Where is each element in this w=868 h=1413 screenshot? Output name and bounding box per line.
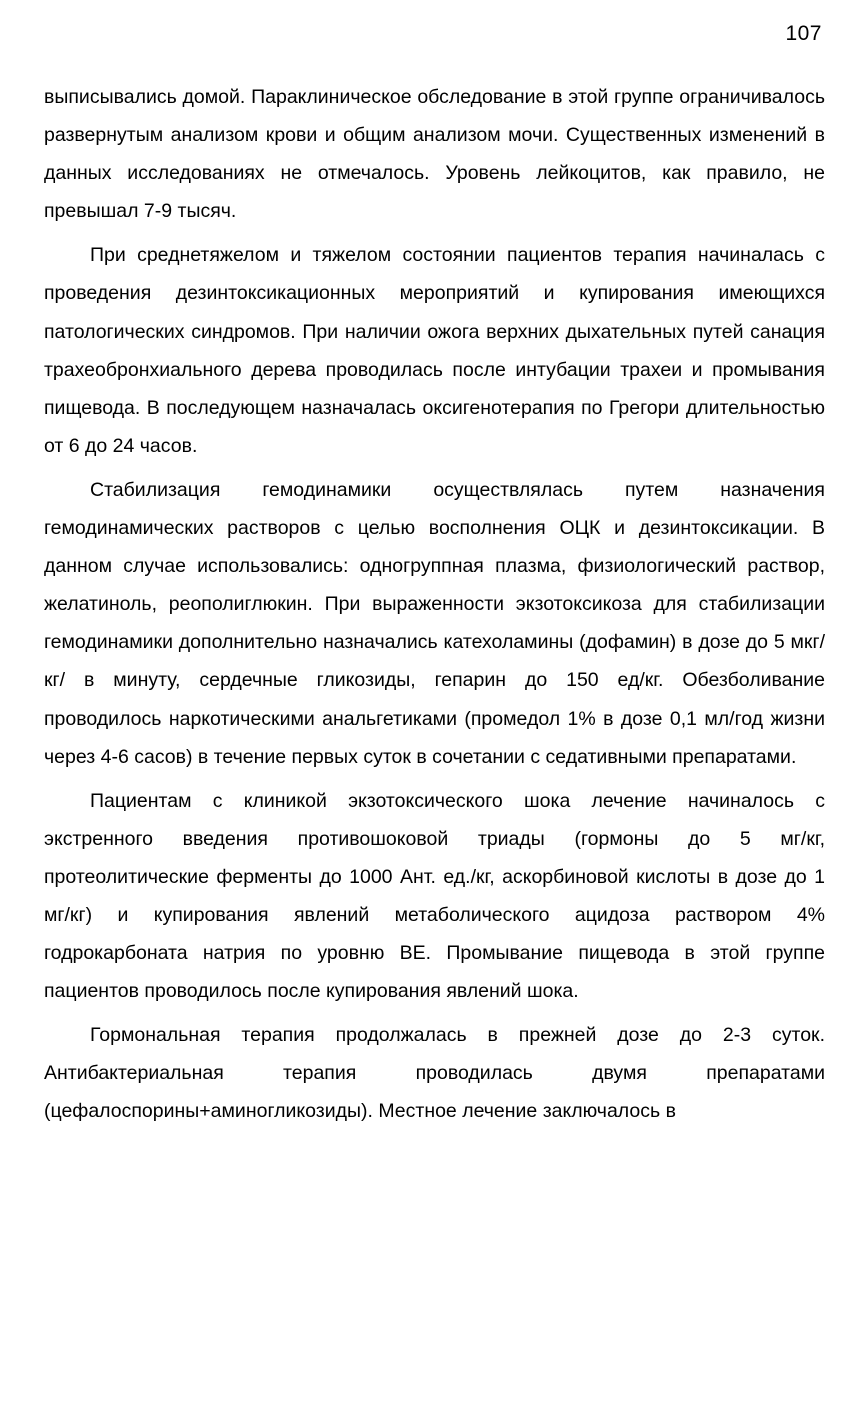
paragraph-continuation: выписывались домой. Параклиническое обследование в этой группе ограничивалось развернутым анализом крови и общим анализом мочи. Существенных изменений в данных исследованиях не отмечалось. Уровень лейкоцитов, как правило, не превышал 7-9 тысяч. <box>44 86 825 223</box>
paragraph-hormone-therapy: Гормональная терапия продолжалась в прежней дозе до 2-3 суток. Антибактериальная терапия проводилась двумя препаратами (цефалоспорины+аминогликозиды). Местное лечение заключалось в <box>44 1024 825 1123</box>
document-body <box>44 78 825 1137</box>
page-number: 107 <box>785 22 822 45</box>
paragraph-severe-condition-therapy: При среднетяжелом и тяжелом состоянии пациентов терапия начиналась с проведения дезинтоксикационных мероприятий и купирования имеющихся патологических синдромов. При наличии ожога верхних дыхательных путей санация трахеобронхиального дерева проводилась после интубации трахеи и промывания пищевода. В последующем назначалась оксигенотерапия по Грегори длительностью от 6 до 24 часов. <box>44 244 825 457</box>
paragraph-hemodynamics-stabilization: Стабилизация гемодинамики осуществлялась путем назначения гемодинамических растворов с целью восполнения ОЦК и дезинтоксикации. В данном случае использовались: одногруппная плазма, физиологический раствор, желатиноль, реополиглюкин. При выраженности экзотоксикоза для стабилизации гемодинамики дополнительно назначались катехоламины (дофамин) в дозе до 5 мкг/кг/ в минуту, сердечные гликозиды, гепарин до 150 ед/кг. Обезболивание проводилось наркотическими анальгетиками (промедол 1% в дозе 0,1 мл/год жизни через 4-6 сасов) в течение первых суток в сочетании с седативными препаратами. <box>44 478 825 768</box>
paragraph-exotoxic-shock-treatment: Пациентам с клиникой экзотоксического шока лечение начиналось с экстренного введения противошоковой триады (гормоны до 5 мг/кг, протеолитические ферменты до 1000 Ант. ед./кг, аскорбиновой кислоты в дозе до 1 мг/кг) и купирования явлений метаболического ацидоза раствором 4% годрокарбоната натрия по уровню ВЕ. Промывание пищевода в этой группе пациентов проводилось после купирования явлений шока. <box>44 789 825 1003</box>
